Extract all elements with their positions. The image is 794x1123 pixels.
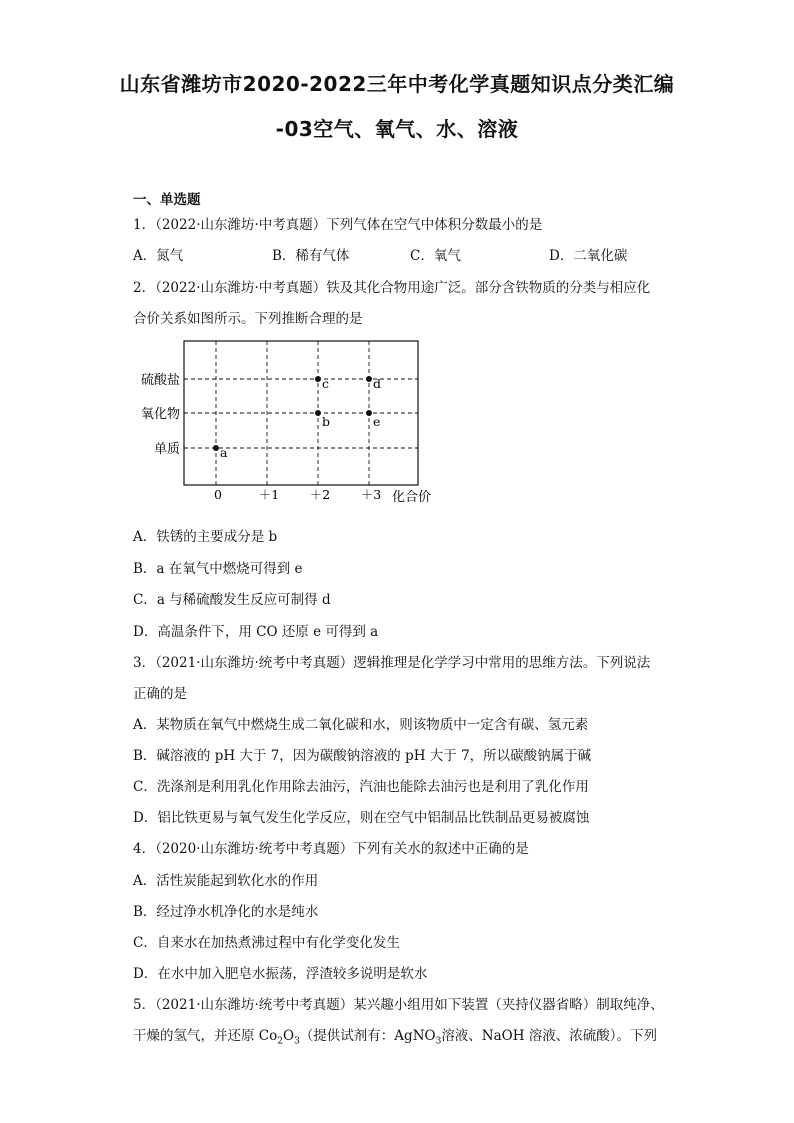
- chart-point-c: [315, 376, 321, 382]
- chart-x-label-2: ＋2: [309, 487, 331, 502]
- chart-y-axis-labels: [141, 372, 180, 457]
- q5-text-b: O: [282, 1028, 295, 1044]
- valence-classification-chart: [130, 330, 450, 510]
- q5-stem-line2: [133, 1024, 657, 1047]
- chart-point-label-b: b: [322, 414, 331, 429]
- q5-sub-1: 2: [277, 1036, 283, 1047]
- chart-grid: [184, 341, 418, 485]
- chart-x-axis-title: 化合价: [392, 490, 432, 505]
- chart-point-label-a: a: [220, 445, 228, 460]
- q4-stem: 4．（2020·山东潍坊·统考中考真题）下列有关水的叙述中正确的是: [133, 841, 529, 857]
- q3-option-a[interactable]: A．某物质在氧气中燃烧生成二氧化碳和水，则该物质中一定含有碳、氢元素: [133, 717, 589, 733]
- q1-option-d[interactable]: D．二氧化碳: [549, 248, 628, 264]
- q1-option-a[interactable]: A．氮气: [133, 248, 184, 264]
- chart-points: [213, 376, 381, 460]
- q5-sub-2: 3: [294, 1036, 300, 1047]
- q4-option-a[interactable]: A．活性炭能起到软化水的作用: [133, 873, 319, 889]
- chart-point-a: [213, 445, 219, 451]
- q5-text-d: 溶液、NaOH 溶液、浓硫酸）。下列: [441, 1028, 658, 1044]
- q3-stem-line2: 正确的是: [133, 686, 187, 702]
- chart-point-label-c: c: [322, 376, 330, 391]
- chart-y-label-1: 氧化物: [140, 407, 180, 422]
- q2-option-c[interactable]: C．a 与稀硫酸发生反应可制得 d: [133, 592, 331, 608]
- chart-x-axis-labels: [214, 487, 381, 502]
- q2-stem-line1: 2．（2022·山东潍坊·中考真题）铁及其化合物用途广泛。部分含铁物质的分类与相应化: [133, 280, 651, 296]
- q3-option-d[interactable]: D．铝比铁更易与氧气发生化学反应，则在空气中铝制品比铁制品更易被腐蚀: [133, 810, 590, 826]
- q2-option-d[interactable]: D．高温条件下，用 CO 还原 e 可得到 a: [133, 624, 379, 640]
- chart-x-label-1: ＋1: [258, 487, 280, 502]
- q5-text-a: 干燥的氢气，并还原 Co: [133, 1028, 278, 1044]
- q2-option-a[interactable]: A．铁锈的主要成分是 b: [133, 529, 278, 545]
- chart-point-label-e: e: [373, 414, 381, 429]
- q5-text-c: （提供试剂有：AgNO: [299, 1028, 436, 1044]
- chart-y-label-2: 硫酸盐: [140, 373, 180, 388]
- q5-stem-line1: 5．（2021·山东潍坊·统考中考真题）某兴趣小组用如下装置（夹持仪器省略）制取纯净、: [133, 997, 664, 1013]
- q3-option-b[interactable]: B．碱溶液的 pH 大于 7，因为碳酸钠溶液的 pH 大于 7，所以碳酸钠属于碱: [133, 748, 592, 764]
- chart-point-d: [366, 376, 372, 382]
- document-title-line1: 山东省潍坊市2020-2022三年中考化学真题知识点分类汇编: [119, 72, 675, 96]
- q1-option-c[interactable]: C．氧气: [410, 248, 461, 264]
- q1-option-b[interactable]: B．稀有气体: [272, 248, 350, 264]
- document-title-line2: -03空气、氧气、水、溶液: [275, 117, 519, 141]
- q4-option-b[interactable]: B．经过净水机净化的水是纯水: [133, 904, 319, 920]
- q4-option-d[interactable]: D．在水中加入肥皂水振荡，浮渣较多说明是软水: [133, 966, 428, 982]
- chart-point-e: [366, 410, 372, 416]
- chart-x-label-0: 0: [214, 487, 222, 502]
- q4-option-c[interactable]: C．自来水在加热煮沸过程中有化学变化发生: [133, 935, 400, 951]
- chart-x-label-3: ＋3: [360, 487, 382, 502]
- q3-option-c[interactable]: C．洗涤剂是利用乳化作用除去油污，汽油也能除去油污也是利用了乳化作用: [133, 779, 589, 795]
- q5-sub-3: 3: [435, 1036, 442, 1047]
- chart-point-b: [315, 410, 321, 416]
- chart-y-label-0: 单质: [153, 442, 180, 457]
- chart-point-label-d: d: [373, 376, 382, 391]
- q2-stem-line2: 合价关系如图所示。下列推断合理的是: [133, 311, 363, 327]
- q3-stem-line1: 3．（2021·山东潍坊·统考中考真题）逻辑推理是化学学习中常用的思维方法。下列说法: [133, 655, 651, 671]
- q2-option-b[interactable]: B．a 在氧气中燃烧可得到 e: [133, 561, 303, 577]
- section-heading: 一、单选题: [133, 192, 201, 208]
- q1-stem: 1．（2022·山东潍坊·中考真题）下列气体在空气中体积分数最小的是: [133, 217, 543, 233]
